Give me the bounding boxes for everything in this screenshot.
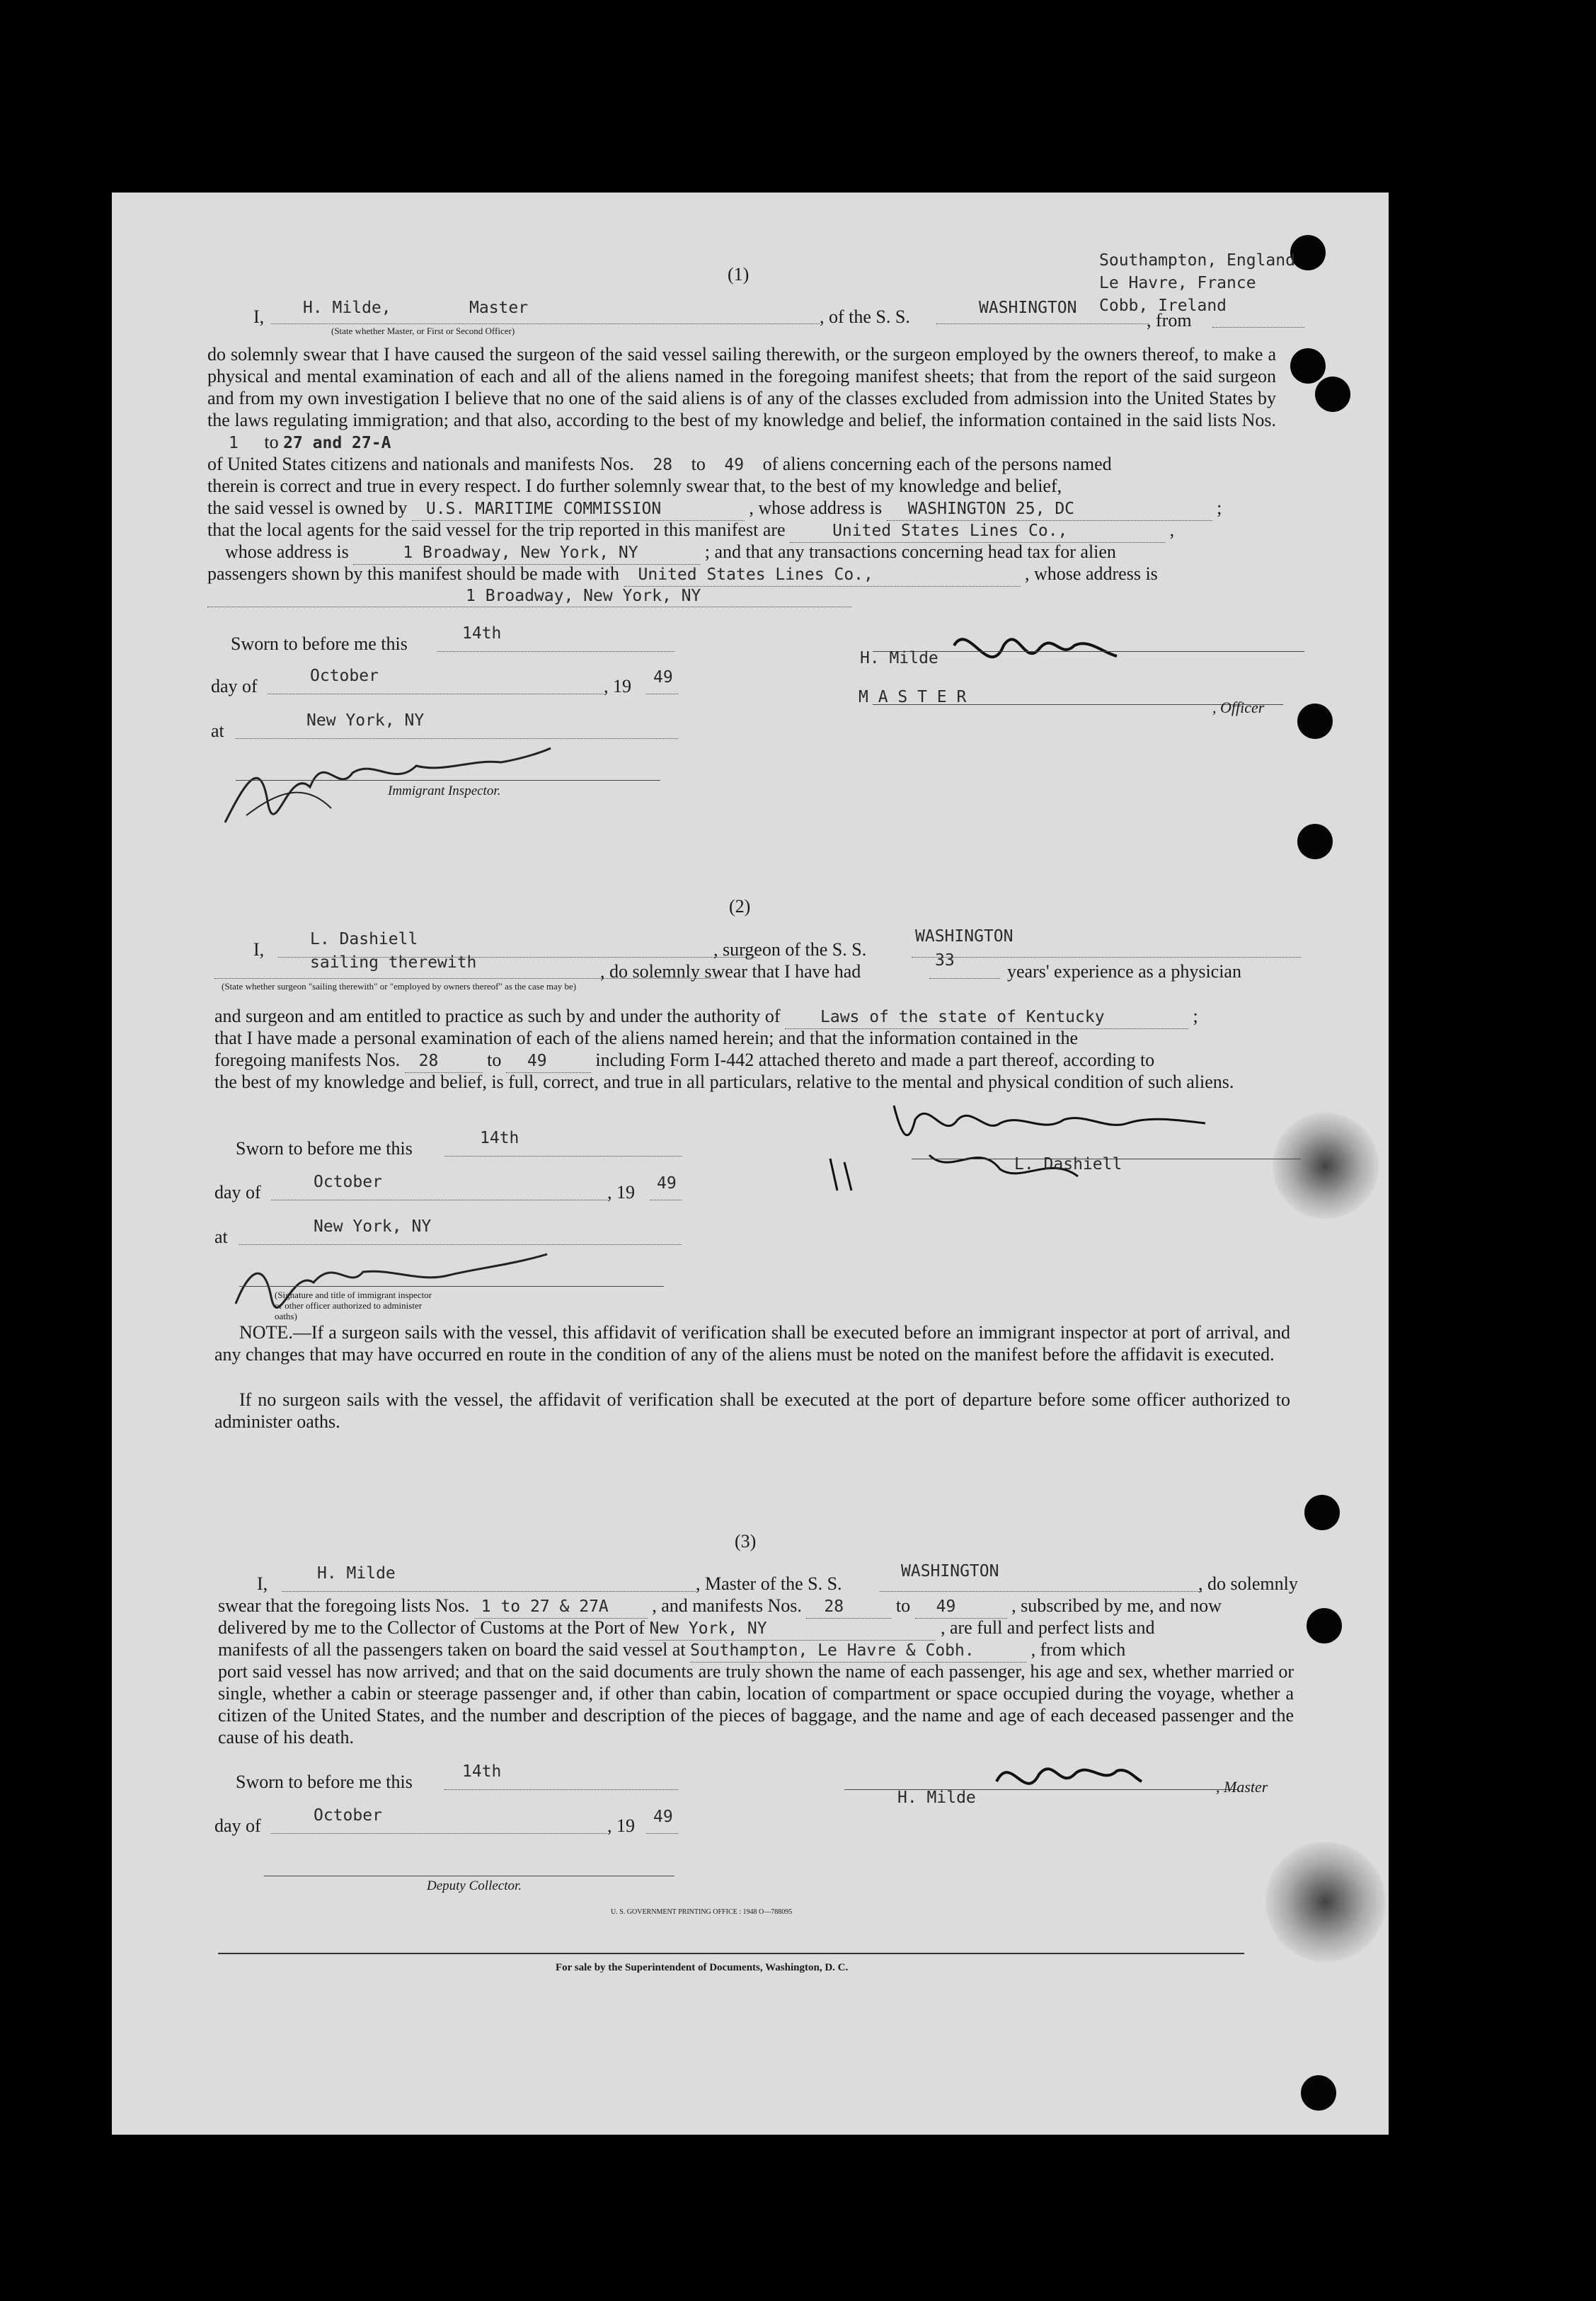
belief-text: the best of my knowledge and belief, is full, correct, and true in all particulars, relative to the mental and physical condition of such aliens. <box>214 1072 1234 1092</box>
owned-line: the said vessel is owned by U.S. MARITIME COMMISSION , whose address is WASHINGTON 25, DC ; <box>207 497 1222 521</box>
port-line-1: Southampton, England <box>1099 251 1295 270</box>
of-ss-label: , of the S. S. <box>820 306 910 327</box>
sworn-day: 14th <box>462 624 502 643</box>
lists-to: 27 and 27-A <box>283 434 391 452</box>
years-experience: 33 <box>935 951 955 970</box>
head-tax-address: 1 Broadway, New York, NY <box>466 587 701 605</box>
punch-hole <box>1290 348 1326 384</box>
surgeon-name: L. Dashiell <box>310 930 418 948</box>
sailing-caption: (State whether surgeon "sailing therewith" or "employed by owners thereof" as the case may be) <box>222 981 577 992</box>
ink-stain <box>1265 1842 1386 1962</box>
master-name-3: H. Milde <box>317 1564 396 1583</box>
correct-line: therein is correct and true in every respect. I do further solemnly swear that, to the best of my knowledge and belief, <box>207 476 1062 496</box>
punch-hole <box>1307 1608 1342 1643</box>
month-3: October <box>314 1806 382 1825</box>
master-signature-1 <box>940 617 1124 681</box>
inspector-caption: Immigrant Inspector. <box>388 784 501 798</box>
year: 49 <box>653 668 673 687</box>
swear-label: , do solemnly swear that I have had <box>600 961 861 982</box>
punch-hole <box>1297 824 1333 859</box>
inspector-caption-2: (Signature and title of immigrant inspector or other officer authorized to administer oaths) <box>275 1290 432 1321</box>
master-name: H. Milde, <box>303 299 391 317</box>
note-1: NOTE.—If a surgeon sails with the vessel, this affidavit of verification shall be executed before an immigrant inspector at port of arrival, and any changes that may have occurred en route in the condition of any of the aliens must be noted on the manifest before the affidavit is executed. <box>214 1322 1290 1365</box>
vessel-name-2: WASHINGTON <box>915 927 1014 946</box>
authority: Laws of the state of Kentucky <box>785 1006 1188 1029</box>
port: New York, NY <box>649 1618 936 1641</box>
day-of-label-2: day of <box>214 1182 261 1203</box>
manifests-to-3: 49 <box>915 1596 1007 1619</box>
master-signer: H. Milde <box>860 649 938 667</box>
punch-hole <box>1297 704 1333 739</box>
embark-ports: Southampton, Le Havre & Cobh. <box>690 1640 1026 1663</box>
i-label-3: I, <box>257 1573 268 1594</box>
manifests-from-3: 28 <box>806 1596 891 1619</box>
sworn-label-3: Sworn to before me this <box>236 1772 413 1792</box>
delivered-line: delivered by me to the Collector of Customs at the Port of New York, NY , are full and perfect lists and <box>218 1617 1154 1641</box>
year-prefix-3: , 19 <box>607 1815 635 1836</box>
punch-hole <box>1315 377 1350 412</box>
from-label: , from <box>1147 310 1192 331</box>
note-2: If no surgeon sails with the vessel, the affidavit of verification shall be executed at the port of departure before some officer authorized to administer oaths. <box>214 1389 1290 1432</box>
section3-number: (3) <box>735 1531 757 1551</box>
authority-line: and surgeon and am entitled to practice as such by and under the authority of Laws of the state of Kentucky ; <box>214 1005 1198 1029</box>
i-label: I, <box>253 306 265 327</box>
manifests-from-2: 28 <box>405 1050 483 1073</box>
section2-number: (2) <box>729 896 751 917</box>
manifests-from: 28 <box>653 456 673 474</box>
manifests-to: 49 <box>724 456 745 474</box>
at-label: at <box>211 721 224 741</box>
passengers-line: passengers shown by this manifest should be made with United States Lines Co., , whose address is <box>207 563 1158 587</box>
sworn-day-2: 14th <box>480 1129 519 1147</box>
officer-caption: , Officer <box>1212 699 1265 716</box>
agents-address-line: whose address is 1 Broadway, New York, NY ; and that any transactions concerning head tax for alien <box>207 541 1116 565</box>
at-label-2: at <box>214 1227 228 1247</box>
swear-line-3: swear that the foregoing lists Nos. 1 to 27 & 27A , and manifests Nos. 28 to 49 , subscribed by me, and now <box>218 1595 1222 1619</box>
i-label-2: I, <box>253 939 265 960</box>
sworn-label: Sworn to before me this <box>231 633 408 654</box>
master-of-label: , Master of the S. S. <box>696 1573 842 1594</box>
foregoing-line: foregoing manifests Nos. 28 to 49 including Form I-442 attached thereto and made a part thereof, according to <box>214 1049 1154 1073</box>
sworn-label-2: Sworn to before me this <box>236 1138 413 1159</box>
place-2: New York, NY <box>314 1217 432 1236</box>
master-caption: , Master <box>1216 1778 1268 1796</box>
day-of-label-3: day of <box>214 1815 261 1836</box>
vessel-name: WASHINGTON <box>979 299 1077 317</box>
manifests-to-2: 49 <box>506 1050 591 1073</box>
exam-line: that I have made a personal examination of each of the aliens named herein; and that the information contained in the <box>214 1028 1079 1048</box>
master-declaration: port said vessel has now arrived; and that on the said documents are truly shown the name of each passenger, his age and sex, whether married or single, whether a cabin or steerage passenger and, if other than cabin, location of compartment or space occupied during the voyage, whether a citizen of the United States, and the number and description of the pieces of baggage, and the name and age of each deceased passenger and the cause of his death. <box>218 1661 1294 1748</box>
year-prefix: , 19 <box>604 676 631 696</box>
place: New York, NY <box>306 711 425 730</box>
port-line-3: Cobb, Ireland <box>1099 297 1227 315</box>
vessel-name-3: WASHINGTON <box>901 1562 999 1580</box>
collector-caption: Deputy Collector. <box>427 1878 522 1893</box>
section1-number: (1) <box>728 264 750 285</box>
rank-caption: (State whether Master, or First or Second Officer) <box>331 326 515 336</box>
master-oath: do solemnly swear that I have caused the surgeon of the said vessel sailing therewith, or the surgeon employed by the owners thereof, to make a physical and mental examination of each and all of the aliens named in the foregoing manifest sheets; that from the report of the said surgeon and from my own investigation I believe that no one of the said aliens is of any of the classes excluded from admission into the United States by the laws regulating immigration; and that also, according to the best of my knowledge and belief, the information contained in the said lists Nos. 1 to 27 and 27-A <box>207 344 1276 452</box>
manifests-line: manifests of all the passengers taken on board the said vessel at Southampton, Le Havre & Cobh. , from which <box>218 1639 1125 1663</box>
punch-hole <box>1290 235 1326 270</box>
master-signature-2 <box>989 1746 1145 1803</box>
year-prefix-2: , 19 <box>607 1182 635 1203</box>
for-sale: For sale by the Superintendent of Documents, Washington, D. C. <box>556 1962 849 1973</box>
owner: U.S. MARITIME COMMISSION <box>412 498 745 521</box>
port-line-2: Le Havre, France <box>1099 274 1256 292</box>
punch-hole <box>1304 1495 1340 1530</box>
solemnly-label: , do solemnly <box>1198 1573 1298 1594</box>
master-title: M A S T E R <box>859 688 967 706</box>
head-tax-agent: United States Lines Co., <box>624 564 1021 587</box>
printing-office: U. S. GOVERNMENT PRINTING OFFICE : 1948 O—788095 <box>611 1908 793 1916</box>
document-sheet <box>112 193 1389 2135</box>
agents-address: 1 Broadway, New York, NY <box>353 542 700 565</box>
punch-hole <box>1301 2075 1336 2111</box>
ink-stain <box>1273 1113 1379 1219</box>
citizens-line: of United States citizens and nationals and manifests Nos. 28 to 49 of aliens concerning each of the persons named <box>207 454 1112 474</box>
sworn-day-3: 14th <box>462 1762 502 1781</box>
sailing-therewith: sailing therewith <box>310 953 477 972</box>
agents: United States Lines Co., <box>790 520 1165 543</box>
master-signer-3: H. Milde <box>897 1789 976 1807</box>
year-2: 49 <box>657 1174 677 1193</box>
owner-address: WASHINGTON 25, DC <box>887 498 1212 521</box>
lists-3: 1 to 27 & 27A <box>474 1596 648 1619</box>
year-3: 49 <box>653 1808 673 1826</box>
surgeon-signer: L. Dashiell <box>1014 1155 1123 1174</box>
master-rank: Master <box>469 299 529 317</box>
agents-line: that the local agents for the said vessel for the trip reported in this manifest are United States Lines Co., , <box>207 519 1174 543</box>
footer-rule <box>218 1953 1244 1954</box>
surgeon-of-label: , surgeon of the S. S. <box>713 939 867 960</box>
lists-from: 1 <box>229 434 239 452</box>
month-2: October <box>314 1173 382 1191</box>
experience-label: years' experience as a physician <box>1007 961 1241 982</box>
month: October <box>310 667 379 685</box>
surgeon-signature <box>880 1091 1219 1198</box>
day-of-label: day of <box>211 676 258 696</box>
